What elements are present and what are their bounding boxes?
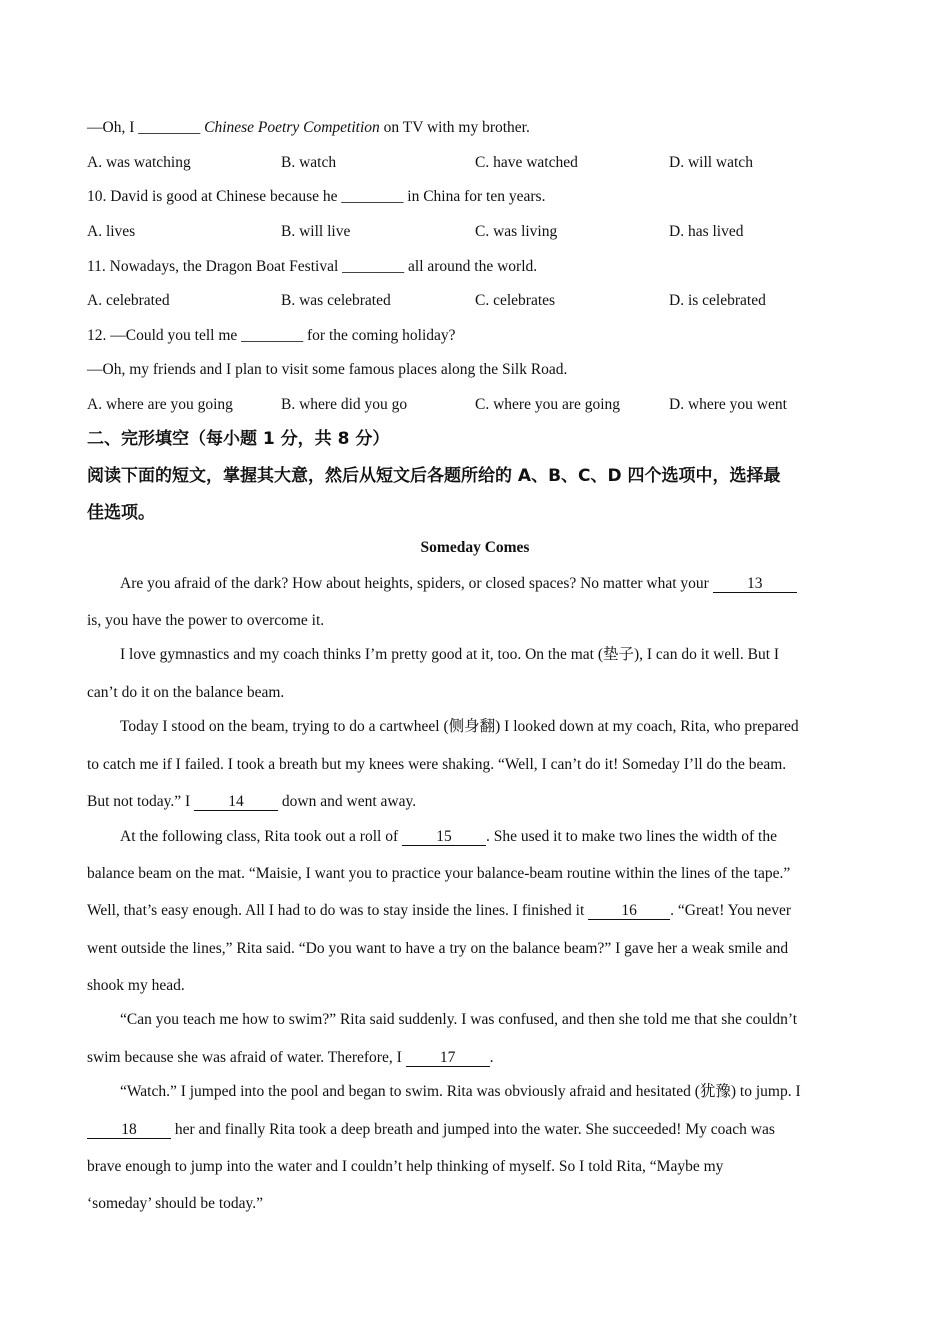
p6-text-post: her and finally Rita took a deep breath and jumped into the water. She succeeded! My coach was <box>171 1121 775 1138</box>
section-heading: 二、完形填空（每小题 1 分，共 8 分） <box>87 429 390 449</box>
section-instruction-1: 阅读下面的短文，掌握其大意，然后从短文后各题所给的 A、B、C、D 四个选项中，选择最 <box>87 466 781 486</box>
q10-option-d: D. has lived <box>669 223 744 240</box>
p1-text: Are you afraid of the dark? How about heights, spiders, or closed spaces? No matter what your <box>120 575 713 592</box>
passage-p5-line2 <box>87 1048 494 1068</box>
passage-p4-line2: balance beam on the mat. “Maisie, I want you to practice your balance-beam routine within the lines of the tape.” <box>87 865 791 882</box>
p5-text-post: . <box>489 1049 494 1066</box>
q9-option-b: B. watch <box>281 154 337 171</box>
q12-option-a: A. where are you going <box>87 396 233 413</box>
section-instruction-2: 佳选项。 <box>87 503 155 523</box>
passage-p6-line3: brave enough to jump into the water and I couldn’t help thinking of myself. So I told Rita, “Maybe my <box>87 1158 724 1175</box>
p3-text-pre: But not today.” I <box>87 793 195 810</box>
passage-p1-line1 <box>120 574 797 594</box>
passage-p2-line1: I love gymnastics and my coach thinks I’m pretty good at it, too. On the mat (垫子), I can do it well. But I <box>120 646 780 663</box>
q9-option-a: A. was watching <box>87 154 191 171</box>
blank-13: 13 <box>713 576 797 593</box>
q12-answer-line: —Oh, my friends and I plan to visit some famous places along the Silk Road. <box>87 361 568 378</box>
passage-p4-line1 <box>120 827 777 847</box>
q11-option-b: B. was celebrated <box>281 292 391 309</box>
q11-stem: 11. Nowadays, the Dragon Boat Festival ________ all around the world. <box>87 258 538 275</box>
q11-option-a: A. celebrated <box>87 292 170 309</box>
passage-p3-line1: Today I stood on the beam, trying to do a cartwheel (侧身翻) I looked down at my coach, Rita, who prepared <box>120 718 799 735</box>
q12-option-b: B. where did you go <box>281 396 408 413</box>
p4c-text-post: . “Great! You never <box>670 902 792 919</box>
p4-text-post: . She used it to make two lines the width of the <box>485 828 777 845</box>
q9-answer-line <box>87 118 530 138</box>
q11-option-c: C. celebrates <box>475 292 556 309</box>
q11-option-d: D. is celebrated <box>669 292 766 309</box>
q10-option-a: A. lives <box>87 223 136 240</box>
q12-option-c: C. where you are going <box>475 396 621 413</box>
passage-p6-line1: “Watch.” I jumped into the pool and began to swim. Rita was obviously afraid and hesitated (犹豫) to jump. I <box>120 1083 801 1100</box>
passage-p3-line3 <box>87 792 416 812</box>
blank-18: 18 <box>87 1122 171 1139</box>
q12-stem: 12. —Could you tell me ________ for the coming holiday? <box>87 327 456 344</box>
passage-p6-line2 <box>87 1120 775 1140</box>
q9-option-c: C. have watched <box>475 154 578 171</box>
passage-p4-line5: shook my head. <box>87 977 185 994</box>
passage-p3-line2: to catch me if I failed. I took a breath but my knees were shaking. “Well, I can’t do it! Someday I’ll do the beam. <box>87 756 787 773</box>
blank-16: 16 <box>588 903 670 920</box>
q10-option-c: C. was living <box>475 223 558 240</box>
passage-p4-line3 <box>87 901 791 921</box>
q9-answer-pre: —Oh, I ________ <box>87 119 205 136</box>
passage-p4-line4: went outside the lines,” Rita said. “Do you want to have a try on the balance beam?” I gave her a weak smile and <box>87 940 789 957</box>
p5-text-pre: swim because she was afraid of water. Therefore, I <box>87 1049 406 1066</box>
q9-option-d: D. will watch <box>669 154 753 171</box>
q9-answer-title: Chinese Poetry Competition <box>204 119 380 136</box>
blank-15: 15 <box>402 829 486 846</box>
q10-option-b: B. will live <box>281 223 351 240</box>
q12-option-d: D. where you went <box>669 396 787 413</box>
passage-p5-line1: “Can you teach me how to swim?” Rita said suddenly. I was confused, and then she told me that she couldn’t <box>120 1011 798 1028</box>
passage-title: Someday Comes <box>420 539 530 556</box>
p4-text-pre: At the following class, Rita took out a roll of <box>120 828 402 845</box>
passage-p2-line2: can’t do it on the balance beam. <box>87 684 285 701</box>
passage-p1-line2: is, you have the power to overcome it. <box>87 612 325 629</box>
q10-stem: 10. David is good at Chinese because he ________ in China for ten years. <box>87 188 546 205</box>
p4c-text-pre: Well, that’s easy enough. All I had to do was to stay inside the lines. I finished it <box>87 902 589 919</box>
passage-p6-line4: ‘someday’ should be today.” <box>87 1195 264 1212</box>
blank-17: 17 <box>406 1050 490 1067</box>
q9-answer-post: on TV with my brother. <box>379 119 530 136</box>
p3-text-post: down and went away. <box>278 793 417 810</box>
blank-14: 14 <box>194 794 278 811</box>
